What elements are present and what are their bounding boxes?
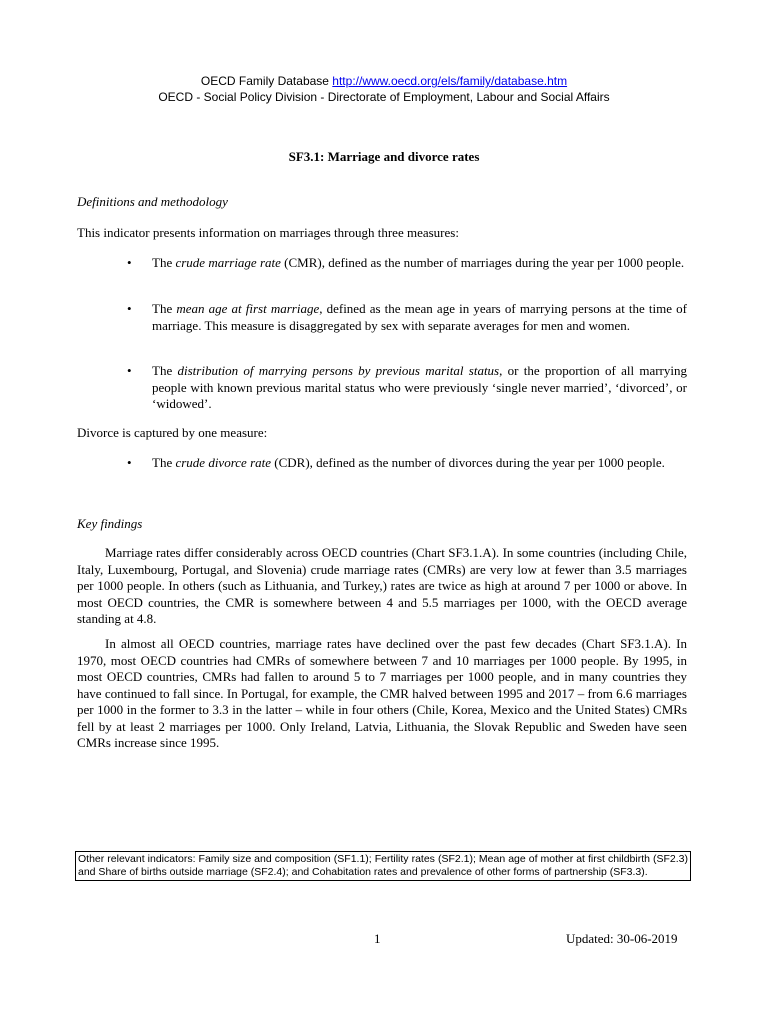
bullet-term: distribution of marrying persons by previous marital status: [177, 363, 500, 378]
bullet-mean-age-first-marriage: [152, 301, 687, 334]
document-header: [0, 73, 768, 105]
key-findings-paragraph-2: In almost all OECD countries, marriage rates have declined over the past few decades (Chart SF3.1.A). In 1970, most OECD countries had CMRs of somewhere between 7 and 10 marriages per 1000 people. By 1995, in most OECD countries, CMRs had fallen to around 5 to 7 marriages per 1000 people, and in many countries they have continued to fall since. In Portugal, for example, the CMR halved between 1995 and 2017 – from 6.6 marriages per 1000 in the former to 3.3 in the latter – while in four others (Chile, Korea, Mexico and the United States) CMRs fell by at least 2 marriages per 1000. Only Ireland, Latvia, Lithuania, the Slovak Republic and Sweden have seen CMRs increase since 1995.: [77, 636, 687, 750]
bullet-term: mean age at first marriage: [176, 301, 320, 316]
bullet-text-post: (CMR), defined as the number of marriages during the year per 1000 people.: [280, 255, 685, 270]
bullet-text-post: , or the proportion of all marrying people with known previous marital status who were previously ‘single never married’, ‘divorced’, or ‘widowed’.: [152, 363, 688, 411]
bullet-text-pre: The: [152, 363, 178, 378]
page-number: 1: [374, 931, 381, 946]
bullet-text-post: (CDR), defined as the number of divorces during the year per 1000 people.: [271, 455, 665, 470]
bullet-marker: •: [127, 455, 132, 470]
header-line-2: OECD - Social Policy Division - Directorate of Employment, Labour and Social Affairs: [158, 90, 610, 104]
header-line-1: [0, 73, 768, 89]
bullet-text-pre: The: [152, 255, 176, 270]
bullet-crude-divorce-rate: [152, 455, 687, 472]
bullet-marker: •: [127, 363, 132, 378]
updated-date: Updated: 30-06-2019: [566, 931, 678, 946]
bullet-previous-marital-status: [152, 363, 687, 413]
definitions-heading: Definitions and methodology: [77, 194, 228, 209]
header-database-label: OECD Family Database: [200, 74, 333, 88]
database-link[interactable]: http://www.oecd.org/els/family/database.htm: [332, 74, 568, 88]
definitions-intro: This indicator presents information on marriages through three measures:: [77, 225, 459, 240]
bullet-term: crude divorce rate: [175, 455, 272, 470]
bullet-marker: •: [127, 301, 132, 316]
bullet-text-pre: The: [152, 455, 176, 470]
bullet-marker: •: [127, 255, 132, 270]
bullet-crude-marriage-rate: [152, 255, 687, 272]
key-findings-paragraph-1: Marriage rates differ considerably across OECD countries (Chart SF3.1.A). In some countries (including Chile, Italy, Luxembourg, Portugal, and Slovenia) crude marriage rates (CMRs) are very low at fewer than 3.5 marriages per 1000 people. In others (such as Lithuania, and Turkey,) rates are twice as high at around 7 per 1000 or above. In most OECD countries, the CMR is somewhere between 4 and 5.5 marriages per 1000, with the OECD average standing at 4.8.: [77, 545, 687, 626]
document-title: SF3.1: Marriage and divorce rates: [288, 149, 480, 164]
key-findings-heading: Key findings: [77, 516, 143, 531]
bullet-text-pre: The: [152, 301, 177, 316]
divorce-intro: Divorce is captured by one measure:: [77, 425, 268, 440]
bullet-text-post: , defined as the mean age in years of marrying persons at the time of marriage. This measure is disaggregated by sex with separate averages for men and women.: [152, 301, 687, 333]
related-indicators-box: Other relevant indicators: Family size and composition (SF1.1); Fertility rates (SF2.1); Mean age of mother at first childbirth (SF2.3) and Share of births outside marriage (SF2.4); and Cohabitation rates and prevalence of other forms of partnership (SF3.3).: [75, 851, 691, 881]
bullet-term: crude marriage rate: [175, 255, 281, 270]
